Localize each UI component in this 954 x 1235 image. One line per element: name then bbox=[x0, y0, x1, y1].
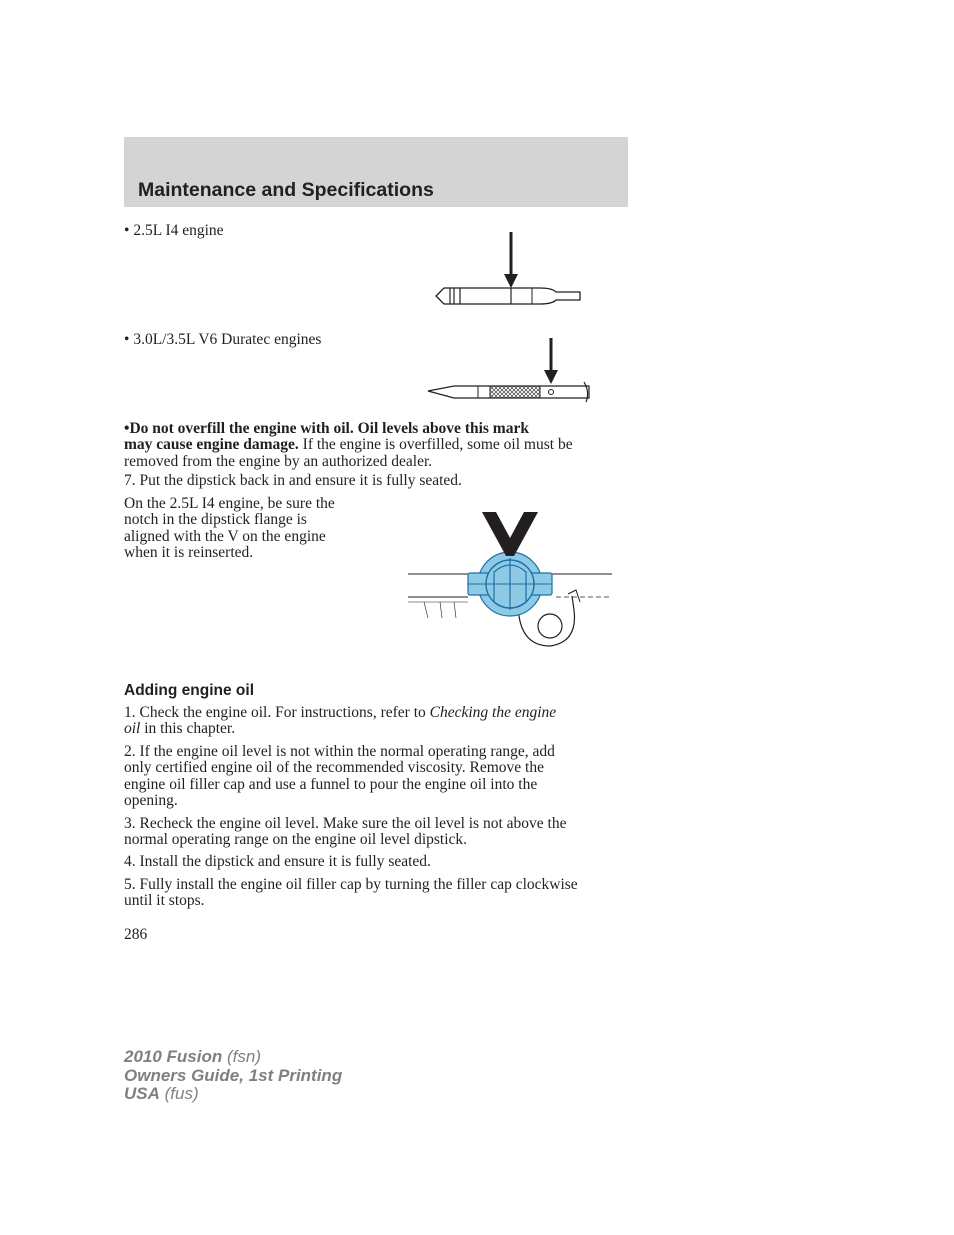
note-line: On the 2.5L I4 engine, be sure the bbox=[124, 495, 335, 512]
dipstick-flange-alignment-illustration bbox=[406, 510, 616, 650]
note-line: notch in the dipstick flange is bbox=[124, 511, 307, 529]
step2-line: opening. bbox=[124, 791, 178, 809]
adding-oil-step-1 bbox=[124, 705, 628, 738]
bullet-label: 2.5L I4 engine bbox=[133, 222, 224, 239]
step1-reference-link-cont: oil bbox=[124, 720, 141, 738]
footer-guide: Owners Guide, 1st Printing bbox=[124, 1065, 343, 1085]
v6-dipstick-illustration bbox=[424, 336, 594, 406]
section-title: Maintenance and Specifications bbox=[138, 179, 434, 201]
footer-market: USA bbox=[124, 1084, 160, 1103]
i4-dipstick-illustration bbox=[430, 230, 590, 310]
step3-line: normal operating range on the engine oil level dipstick. bbox=[124, 831, 468, 849]
document-footer bbox=[124, 1048, 342, 1104]
bullet-mark: • bbox=[124, 331, 130, 348]
note-line: when it is reinserted. bbox=[124, 543, 254, 561]
step2-line: engine oil filler cap and use a funnel to pour the engine oil into the bbox=[124, 775, 538, 793]
warning-bold-line2: may cause engine damage. bbox=[124, 436, 299, 454]
bullet-label: 3.0L/3.5L V6 Duratec engines bbox=[133, 331, 322, 348]
bullet-item-v6-engine bbox=[124, 331, 321, 349]
step2-line: 2. If the engine oil level is not within the normal operating range, add bbox=[124, 743, 555, 760]
overfill-warning bbox=[124, 421, 628, 470]
notch-alignment-note bbox=[124, 496, 374, 561]
footer-model: 2010 Fusion bbox=[124, 1047, 223, 1066]
bullet-item-i4-engine bbox=[124, 222, 224, 240]
warning-bold-line1: Do not overfill the engine with oil. Oil levels above this mark bbox=[129, 420, 529, 437]
section-header-band bbox=[124, 137, 628, 207]
adding-oil-step-4: 4. Install the dipstick and ensure it is fully seated. bbox=[124, 853, 431, 870]
adding-oil-step-3 bbox=[124, 816, 628, 849]
adding-oil-heading: Adding engine oil bbox=[124, 682, 255, 699]
step5-line: until it stops. bbox=[124, 892, 205, 910]
warning-bullet: • bbox=[124, 420, 130, 437]
footer-model-code: (fsn) bbox=[222, 1047, 261, 1066]
warning-line3: removed from the engine by an authorized dealer. bbox=[124, 452, 433, 470]
footer-market-code: (fus) bbox=[159, 1084, 199, 1103]
warning-line2-rest: If the engine is overfilled, some oil must be bbox=[298, 436, 573, 454]
step1-suffix: in this chapter. bbox=[140, 720, 236, 738]
bullet-mark: • bbox=[124, 222, 130, 239]
step3-line: 3. Recheck the engine oil level. Make sure the oil level is not above the bbox=[124, 815, 567, 832]
step-7: 7. Put the dipstick back in and ensure it is fully seated. bbox=[124, 472, 462, 489]
step1-prefix: 1. Check the engine oil. For instructions, refer to bbox=[124, 704, 430, 721]
page-number: 286 bbox=[124, 926, 148, 943]
adding-oil-step-5 bbox=[124, 877, 628, 910]
step2-line: only certified engine oil of the recommended viscosity. Remove the bbox=[124, 759, 544, 777]
step1-reference-link: Checking the engine bbox=[429, 704, 557, 721]
note-line: aligned with the V on the engine bbox=[124, 527, 326, 545]
step5-line: 5. Fully install the engine oil filler cap by turning the filler cap clockwise bbox=[124, 876, 578, 893]
adding-oil-step-2 bbox=[124, 744, 628, 809]
